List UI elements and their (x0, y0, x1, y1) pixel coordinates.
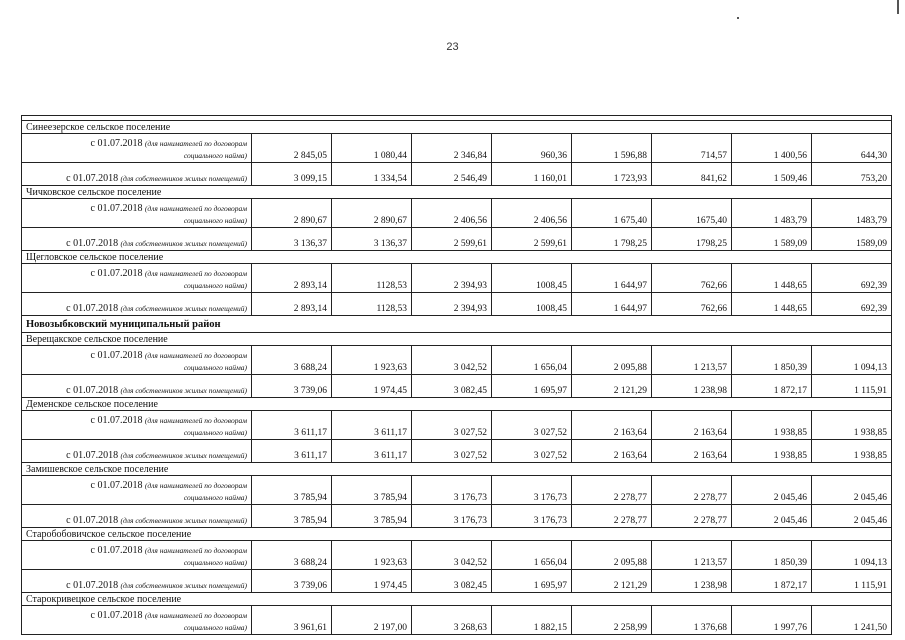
value-cell: 2 599,61 (412, 228, 492, 251)
row-label (22, 411, 252, 440)
value-cell: 1 596,88 (572, 134, 652, 163)
value-cell: 3 785,94 (332, 505, 412, 528)
value-cell: 3 176,73 (412, 476, 492, 505)
value-cell: 1008,45 (492, 293, 572, 316)
value-cell: 762,66 (652, 264, 732, 293)
district-name: Новозыбковский муниципальный район (22, 316, 892, 333)
settlement-name: Деменское сельское поселение (22, 398, 892, 411)
value-cell: 1 589,09 (732, 228, 812, 251)
value-cell: 1 238,98 (652, 570, 732, 593)
tenants-note: (для нанимателей по договорам (144, 139, 247, 148)
settlement-name: Щегловское сельское поселение (22, 251, 892, 264)
value-cell: 2 163,64 (572, 411, 652, 440)
value-cell: 1 094,13 (812, 346, 892, 375)
tenants-note-2: социального найма) (183, 493, 247, 502)
owners-tariff-row (22, 293, 892, 316)
tenants-note: (для нанимателей по договорам (144, 611, 247, 620)
date-label: с 01.07.2018 (90, 415, 143, 426)
row-label (22, 440, 252, 463)
value-cell: 1128,53 (332, 293, 412, 316)
value-cell: 3 082,45 (412, 375, 492, 398)
tenants-note-2: социального найма) (183, 281, 247, 290)
value-cell: 1008,45 (492, 264, 572, 293)
tenants-note: (для нанимателей по договорам (144, 269, 247, 278)
value-cell: 3 611,17 (252, 411, 332, 440)
value-cell: 3 785,94 (252, 476, 332, 505)
value-cell: 1 938,85 (732, 440, 812, 463)
row-label (22, 541, 252, 570)
tenants-note: (для нанимателей по договорам (144, 351, 247, 360)
scan-dot (737, 17, 739, 19)
value-cell: 2 599,61 (492, 228, 572, 251)
value-cell: 3 027,52 (492, 411, 572, 440)
value-cell: 1 850,39 (732, 346, 812, 375)
value-cell: 2 197,00 (332, 606, 412, 635)
tenants-tariff-row (22, 541, 892, 570)
value-cell: 753,20 (812, 163, 892, 186)
tenants-note: (для нанимателей по договорам (144, 416, 247, 425)
date-label: с 01.07.2018 (66, 580, 119, 591)
value-cell: 2 278,77 (572, 476, 652, 505)
value-cell: 2 893,14 (252, 293, 332, 316)
value-cell: 3 611,17 (332, 440, 412, 463)
owners-tariff-row (22, 570, 892, 593)
value-cell: 1 644,97 (572, 264, 652, 293)
value-cell: 1 094,13 (812, 541, 892, 570)
value-cell: 2 394,93 (412, 293, 492, 316)
value-cell: 3 176,73 (492, 505, 572, 528)
district-row (22, 316, 892, 333)
value-cell: 3 176,73 (412, 505, 492, 528)
value-cell: 2 163,64 (652, 411, 732, 440)
value-cell: 1 213,57 (652, 346, 732, 375)
tenants-note-2: социального найма) (183, 216, 247, 225)
date-label: с 01.07.2018 (90, 545, 143, 556)
date-label: с 01.07.2018 (90, 203, 143, 214)
value-cell: 1 938,85 (732, 411, 812, 440)
value-cell: 1 080,44 (332, 134, 412, 163)
owners-note: (для собственников жилых помещений) (120, 451, 247, 460)
value-cell: 1 213,57 (652, 541, 732, 570)
value-cell: 3 688,24 (252, 541, 332, 570)
value-cell: 2 163,64 (572, 440, 652, 463)
settlement-row (22, 593, 892, 606)
value-cell: 841,62 (652, 163, 732, 186)
value-cell: 2 406,56 (412, 199, 492, 228)
value-cell: 714,57 (652, 134, 732, 163)
row-label (22, 163, 252, 186)
owners-note: (для собственников жилых помещений) (120, 581, 247, 590)
settlement-row (22, 463, 892, 476)
owners-tariff-row (22, 163, 892, 186)
date-label: с 01.07.2018 (66, 303, 119, 314)
value-cell: 2 546,49 (412, 163, 492, 186)
value-cell: 3 136,37 (252, 228, 332, 251)
value-cell: 1 448,65 (732, 264, 812, 293)
date-label: с 01.07.2018 (90, 610, 143, 621)
value-cell: 3 268,63 (412, 606, 492, 635)
value-cell: 1 115,91 (812, 375, 892, 398)
value-cell: 1 675,40 (572, 199, 652, 228)
value-cell: 1 974,45 (332, 375, 412, 398)
settlement-row (22, 186, 892, 199)
owners-tariff-row (22, 375, 892, 398)
value-cell: 1 938,85 (812, 440, 892, 463)
value-cell: 3 611,17 (332, 411, 412, 440)
value-cell: 3 042,52 (412, 346, 492, 375)
tenants-tariff-row (22, 411, 892, 440)
tenants-tariff-row (22, 199, 892, 228)
tenants-note: (для нанимателей по договорам (144, 204, 247, 213)
tenants-tariff-row (22, 134, 892, 163)
value-cell: 1 872,17 (732, 570, 812, 593)
value-cell: 2 346,84 (412, 134, 492, 163)
value-cell: 1 938,85 (812, 411, 892, 440)
row-label (22, 293, 252, 316)
row-label (22, 505, 252, 528)
row-label (22, 346, 252, 375)
owners-note: (для собственников жилых помещений) (120, 516, 247, 525)
owners-tariff-row (22, 440, 892, 463)
value-cell: 3 099,15 (252, 163, 332, 186)
owners-note: (для собственников жилых помещений) (120, 386, 247, 395)
value-cell: 2 278,77 (652, 476, 732, 505)
tenants-tariff-row (22, 606, 892, 635)
value-cell: 2 890,67 (252, 199, 332, 228)
tenants-tariff-row (22, 476, 892, 505)
settlement-name: Старобобовичское сельское поселение (22, 528, 892, 541)
value-cell: 1 997,76 (732, 606, 812, 635)
value-cell: 1 509,46 (732, 163, 812, 186)
value-cell: 1 400,56 (732, 134, 812, 163)
value-cell: 2 045,46 (812, 476, 892, 505)
owners-note: (для собственников жилых помещений) (120, 239, 247, 248)
value-cell: 1 923,63 (332, 541, 412, 570)
value-cell: 1 723,93 (572, 163, 652, 186)
date-label: с 01.07.2018 (66, 238, 119, 249)
value-cell: 1 695,97 (492, 375, 572, 398)
value-cell: 1 974,45 (332, 570, 412, 593)
tenants-note: (для нанимателей по договорам (144, 546, 247, 555)
value-cell: 1128,53 (332, 264, 412, 293)
row-label (22, 228, 252, 251)
owners-note: (для собственников жилых помещений) (120, 304, 247, 313)
value-cell: 3 739,06 (252, 375, 332, 398)
value-cell: 1 656,04 (492, 541, 572, 570)
value-cell: 2 045,46 (732, 476, 812, 505)
value-cell: 1 241,50 (812, 606, 892, 635)
date-label: с 01.07.2018 (66, 450, 119, 461)
date-label: с 01.07.2018 (90, 350, 143, 361)
settlement-row (22, 251, 892, 264)
value-cell: 2 278,77 (572, 505, 652, 528)
tariff-table (21, 115, 892, 635)
value-cell: 1 923,63 (332, 346, 412, 375)
settlement-name: Чичковское сельское поселение (22, 186, 892, 199)
value-cell: 3 688,24 (252, 346, 332, 375)
value-cell: 1 238,98 (652, 375, 732, 398)
value-cell: 2 845,05 (252, 134, 332, 163)
value-cell: 1 160,01 (492, 163, 572, 186)
value-cell: 3 785,94 (332, 476, 412, 505)
row-label (22, 570, 252, 593)
row-label (22, 606, 252, 635)
value-cell: 2 163,64 (652, 440, 732, 463)
row-label (22, 375, 252, 398)
value-cell: 3 611,17 (252, 440, 332, 463)
value-cell: 2 258,99 (572, 606, 652, 635)
value-cell: 762,66 (652, 293, 732, 316)
value-cell: 1 115,91 (812, 570, 892, 593)
date-label: с 01.07.2018 (66, 385, 119, 396)
tenants-note-2: социального найма) (183, 558, 247, 567)
settlement-row (22, 398, 892, 411)
value-cell: 2 045,46 (812, 505, 892, 528)
value-cell: 1 695,97 (492, 570, 572, 593)
tenants-tariff-row (22, 264, 892, 293)
value-cell: 3 027,52 (412, 411, 492, 440)
date-label: с 01.07.2018 (66, 515, 119, 526)
settlement-row (22, 528, 892, 541)
value-cell: 1 448,65 (732, 293, 812, 316)
value-cell: 3 027,52 (412, 440, 492, 463)
tenants-note-2: социального найма) (183, 623, 247, 632)
value-cell: 692,39 (812, 293, 892, 316)
value-cell: 3 042,52 (412, 541, 492, 570)
tenants-note-2: социального найма) (183, 151, 247, 160)
tenants-note-2: социального найма) (183, 363, 247, 372)
settlement-row (22, 333, 892, 346)
value-cell: 1 656,04 (492, 346, 572, 375)
value-cell: 1 376,68 (652, 606, 732, 635)
value-cell: 3 082,45 (412, 570, 492, 593)
settlement-name: Замишевское сельское поселение (22, 463, 892, 476)
value-cell: 2 095,88 (572, 346, 652, 375)
value-cell: 3 961,61 (252, 606, 332, 635)
value-cell: 2 121,29 (572, 570, 652, 593)
value-cell: 1 882,15 (492, 606, 572, 635)
value-cell: 3 027,52 (492, 440, 572, 463)
row-label (22, 134, 252, 163)
value-cell: 2 890,67 (332, 199, 412, 228)
value-cell: 1 644,97 (572, 293, 652, 316)
settlement-name: Синеезерское сельское поселение (22, 121, 892, 134)
value-cell: 1 872,17 (732, 375, 812, 398)
value-cell: 2 045,46 (732, 505, 812, 528)
value-cell: 692,39 (812, 264, 892, 293)
table-body (22, 116, 892, 635)
date-label: с 01.07.2018 (90, 268, 143, 279)
owners-tariff-row (22, 505, 892, 528)
settlement-name: Старокривецкое сельское поселение (22, 593, 892, 606)
value-cell: 2 893,14 (252, 264, 332, 293)
value-cell: 644,30 (812, 134, 892, 163)
value-cell: 1675,40 (652, 199, 732, 228)
date-label: с 01.07.2018 (66, 173, 119, 184)
value-cell: 1798,25 (652, 228, 732, 251)
value-cell: 1 850,39 (732, 541, 812, 570)
value-cell: 1 483,79 (732, 199, 812, 228)
tenants-note: (для нанимателей по договорам (144, 481, 247, 490)
value-cell: 3 785,94 (252, 505, 332, 528)
page-number: 23 (446, 41, 459, 53)
row-label (22, 199, 252, 228)
value-cell: 2 095,88 (572, 541, 652, 570)
value-cell: 1 334,54 (332, 163, 412, 186)
tenants-tariff-row (22, 346, 892, 375)
value-cell: 1 798,25 (572, 228, 652, 251)
value-cell: 2 394,93 (412, 264, 492, 293)
tenants-note-2: социального найма) (183, 428, 247, 437)
row-label (22, 476, 252, 505)
value-cell: 960,36 (492, 134, 572, 163)
value-cell: 2 121,29 (572, 375, 652, 398)
value-cell: 3 136,37 (332, 228, 412, 251)
settlement-name: Верещакское сельское поселение (22, 333, 892, 346)
value-cell: 1483,79 (812, 199, 892, 228)
settlement-row (22, 121, 892, 134)
owners-tariff-row (22, 228, 892, 251)
date-label: с 01.07.2018 (90, 138, 143, 149)
value-cell: 3 739,06 (252, 570, 332, 593)
date-label: с 01.07.2018 (90, 480, 143, 491)
row-label (22, 264, 252, 293)
value-cell: 1589,09 (812, 228, 892, 251)
value-cell: 2 406,56 (492, 199, 572, 228)
owners-note: (для собственников жилых помещений) (120, 174, 247, 183)
scan-mark (897, 0, 899, 14)
value-cell: 2 278,77 (652, 505, 732, 528)
value-cell: 3 176,73 (492, 476, 572, 505)
